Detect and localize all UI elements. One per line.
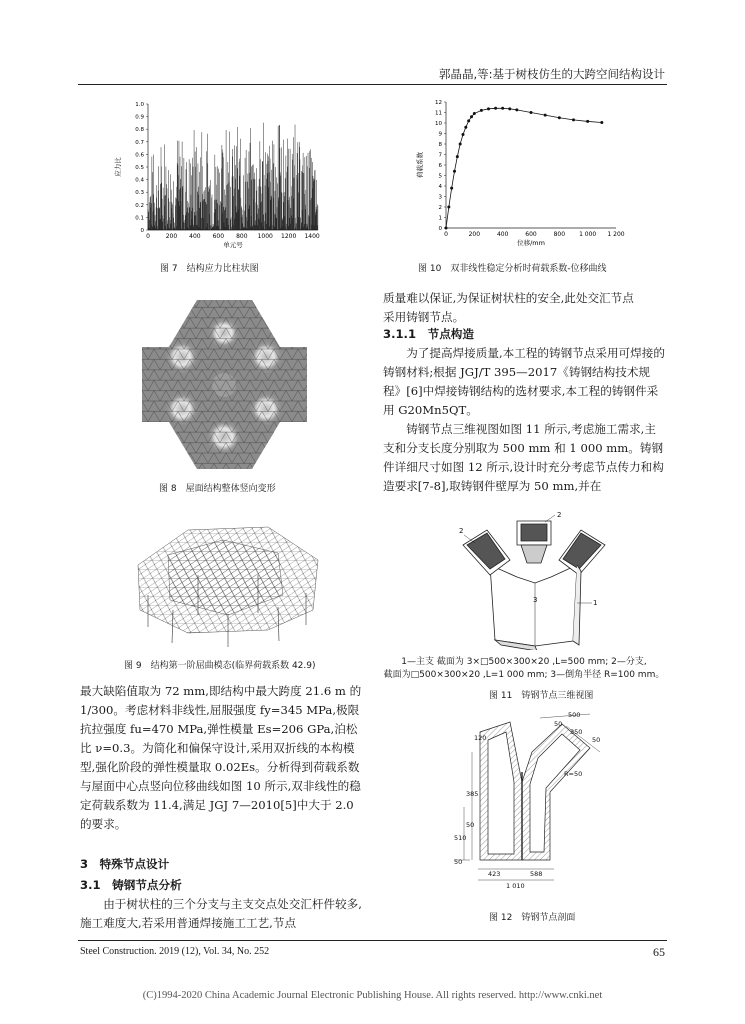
fig12-dim-588: 588 xyxy=(530,870,543,878)
fig10-ytick-label: 0 xyxy=(438,226,442,232)
fig12-dim-385: 385 xyxy=(466,790,479,798)
fig10-point xyxy=(508,107,511,110)
fig11-note xyxy=(383,656,665,682)
right-paragraph-1: 为了提高焊接质量,本工程的铸钢节点采用可焊接的铸钢材料;根据 JGJ/T 395—2017《铸钢结构技术规程》[6]中焊接铸钢结构的选材要求,本工程的铸钢件采用 G20Mn5QT。 xyxy=(383,346,665,417)
fig10-ytick-label: 7 xyxy=(438,152,442,159)
fig9-caption: 图 9 结构第一阶屈曲模态(临界荷载系数 42.9) xyxy=(124,661,316,671)
left-paragraph-2: 由于树状柱的三个分支与主支交点处交汇杆件较多,施工难度大,若采用普通焊接施工工艺,节点 xyxy=(80,897,362,930)
fig10-xtick-label: 0 xyxy=(444,231,448,238)
header-rule xyxy=(78,84,667,85)
right-paragraph-2: 铸钢节点三维视图如图 11 所示,考虑施工需求,主支和分支长度分别取为 500 mm 和 1 000 mm。铸钢件详细尺寸如图 12 所示,设计时充分考虑节点传力和构造要求[7-8],取铸钢件壁厚为 50 mm,并在 xyxy=(383,422,664,493)
fig7-ytick-label: 0.7 xyxy=(135,139,144,146)
fig7-xtick-label: 1400 xyxy=(304,233,320,240)
right-column-text xyxy=(383,289,665,327)
left-column-text xyxy=(80,682,362,834)
fig10-xtick-label: 600 xyxy=(525,231,537,238)
fig11-note-line-1: 1—主支 截面为 3×□500×300×20 ,L=500 mm; 2—分支, xyxy=(401,657,647,667)
fig12-dim-r50: R=50 xyxy=(564,770,583,778)
fig10-ytick-label: 2 xyxy=(438,205,442,211)
fig12-dim-50d: 50 xyxy=(454,858,463,866)
fig7-xtick-label: 800 xyxy=(236,233,248,240)
fig10-point xyxy=(600,121,603,124)
fig7-xtick-label: 200 xyxy=(165,233,178,240)
fig10-point xyxy=(464,126,467,129)
fig10-xtick-label: 200 xyxy=(468,231,481,238)
fig10-point xyxy=(467,119,470,122)
fig12-node-section xyxy=(450,712,630,904)
fig10-xtick-label: 800 xyxy=(553,231,566,238)
fig12-dim-1010: 1 010 xyxy=(506,882,525,890)
fig10-point xyxy=(450,187,453,190)
fig10-ytick-label: 5 xyxy=(438,173,442,180)
fig10-xlabel: 位移/mm xyxy=(517,239,545,247)
fig12-dim-500: 500 xyxy=(568,712,581,719)
fig11-label-2a: 2 xyxy=(557,511,562,519)
fig10-point xyxy=(586,120,589,123)
fig11-label-1: 1 xyxy=(593,599,598,607)
fig7-xtick-label: 0 xyxy=(146,233,150,240)
fig7-ytick-label: 0.1 xyxy=(135,215,144,222)
fig10-xtick-label: 1 000 xyxy=(579,231,597,238)
fig10-point xyxy=(501,107,504,110)
journal-citation: Steel Construction. 2019 (12), Vol. 34, No. 252 xyxy=(80,946,270,957)
fig10-point xyxy=(447,206,450,209)
fig10-caption: 图 10 双非线性稳定分析时荷载系数-位移曲线 xyxy=(418,264,607,274)
section-3-heading: 3 特殊节点设计 xyxy=(80,857,170,871)
fig7-ylabel: 应力比 xyxy=(114,157,122,177)
fig10-point xyxy=(473,112,476,115)
fig10-point xyxy=(445,227,448,230)
fig10-point xyxy=(572,118,575,121)
fig7-xtick-label: 400 xyxy=(189,233,201,240)
fig10-point xyxy=(487,107,490,110)
fig10-point xyxy=(456,155,459,158)
fig10-ytick-label: 10 xyxy=(435,121,442,127)
fig7-ytick-label: 0.9 xyxy=(135,114,144,121)
fig12-dim-50a: 50 xyxy=(554,720,563,728)
left-column-text-2 xyxy=(80,895,362,933)
fig7-ytick-label: 0.3 xyxy=(135,190,144,197)
section-3-1-heading: 3.1 铸钢节点分析 xyxy=(80,878,182,892)
fig7-caption: 图 7 结构应力比柱状图 xyxy=(160,264,259,274)
fig7-ytick-label: 0.2 xyxy=(135,202,144,209)
page-number: 65 xyxy=(653,945,665,959)
fig10-point xyxy=(462,133,465,136)
fig7-xtick-label: 1000 xyxy=(257,233,273,240)
fig7-ytick-label: 0 xyxy=(140,228,144,234)
fig12-dim-350: 350 xyxy=(570,728,583,736)
fig10-point xyxy=(480,109,483,112)
running-header: 郭晶晶,等:基于树枝仿生的大跨空间结构设计 xyxy=(438,67,665,81)
fig12-dim-120: 120 xyxy=(474,734,487,742)
fig10-point xyxy=(494,107,497,110)
fig10-point xyxy=(459,143,462,146)
left-paragraph-1: 最大缺陷值取为 72 mm,即结构中最大跨度 21.6 m 的 1/300。考虑材料非线性,屈服强度 fy=345 MPa,极限抗拉强度 fu=470 MPa,弹性模量 Es=206 GPa,泊松比 ν=0.3。为简化和偏保守设计,采用双折线的本构模型,强化阶段的弹性模量取 0.02Es。分析得到荷载系数与屋面中心点竖向位移曲线如图 10 所示,双非线性的稳定荷载系数为 11.4,满足 JGJ 7—2010[5]中大于 2.0 的要求。 xyxy=(80,684,362,831)
fig10-ytick-label: 3 xyxy=(438,194,442,201)
fig11-3d-node-view xyxy=(455,505,615,650)
fig10-ylabel: 荷载系数 xyxy=(416,152,424,178)
fig12-dim-423: 423 xyxy=(488,870,501,878)
fig12-dim-50c: 50 xyxy=(466,821,475,829)
fig7-xtick-label: 1200 xyxy=(281,233,297,240)
fig12-dim-50b: 50 xyxy=(592,736,601,744)
fig10-ytick-label: 4 xyxy=(438,184,442,190)
right-top-line-2: 采用铸钢节点。 xyxy=(383,310,465,324)
fig12-dim-510: 510 xyxy=(454,834,467,842)
fig7-chart xyxy=(110,96,335,256)
fig10-ytick-label: 9 xyxy=(438,131,442,138)
right-column-text-2 xyxy=(383,344,665,496)
right-top-line-1: 质量难以保证,为保证树状柱的安全,此处交汇节点 xyxy=(383,291,634,305)
fig9-buckling-mode xyxy=(128,515,323,650)
fig7-ytick-label: 0.5 xyxy=(135,165,144,171)
fig10-ytick-label: 1 xyxy=(438,215,442,222)
fig10-series-line xyxy=(446,108,602,228)
fig7-ytick-label: 0.6 xyxy=(135,152,144,159)
fig10-point xyxy=(515,108,518,111)
fig11-label-3: 3 xyxy=(533,596,538,604)
fig8-caption: 图 8 屋面结构整体竖向变形 xyxy=(159,484,276,494)
fig10-ytick-label: 8 xyxy=(438,142,442,148)
fig7-xtick-label: 600 xyxy=(212,233,225,240)
fig10-point xyxy=(544,114,547,117)
fig10-chart xyxy=(412,96,632,256)
fig10-point xyxy=(470,115,473,118)
footer-rule xyxy=(78,940,667,941)
fig7-ytick-label: 0.8 xyxy=(135,127,144,134)
fig8-roof-deformation xyxy=(142,297,307,472)
fig10-ytick-label: 12 xyxy=(435,100,442,106)
section-3-1-1-heading: 3.1.1 节点构造 xyxy=(383,327,474,341)
fig7-ytick-label: 1.0 xyxy=(135,102,144,108)
fig11-label-2b: 2 xyxy=(459,527,464,535)
fig10-point xyxy=(530,111,533,114)
fig10-xtick-label: 1 200 xyxy=(607,231,625,238)
fig10-point xyxy=(453,170,456,173)
fig10-xtick-label: 400 xyxy=(496,231,509,238)
fig7-ytick-label: 0.4 xyxy=(135,177,144,184)
fig10-ytick-label: 11 xyxy=(435,110,442,117)
fig11-caption: 图 11 铸钢节点三维视图 xyxy=(489,691,594,701)
fig11-note-line-2: 截面为□500×300×20 ,L=1 000 mm; 3—倒角半径 R=100 mm。 xyxy=(383,670,665,680)
fig10-ytick-label: 6 xyxy=(438,163,442,169)
fig12-caption: 图 12 铸钢节点剖面 xyxy=(489,913,576,923)
fig7-xlabel: 单元号 xyxy=(223,241,243,249)
copyright-notice: (C)1994-2020 China Academic Journal Electronic Publishing House. All rights reserved. http://www.cnki.net xyxy=(142,990,603,1001)
fig10-point xyxy=(558,116,561,119)
